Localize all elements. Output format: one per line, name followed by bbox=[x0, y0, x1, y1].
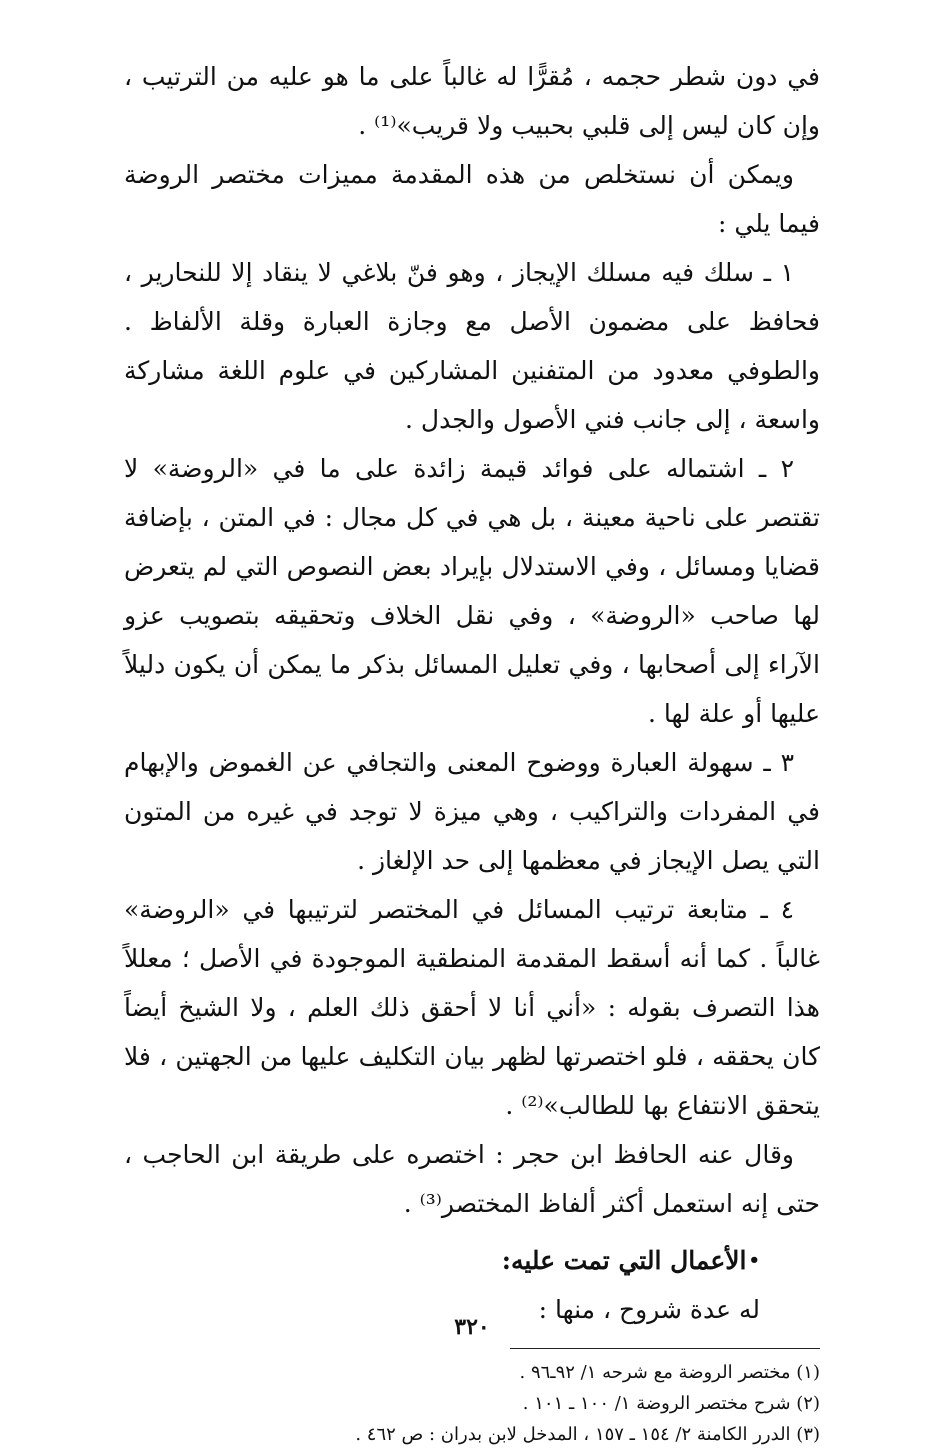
paragraph-features-intro: ويمكن أن نستخلص من هذه المقدمة مميزات مختصر الروضة فيما يلي : bbox=[124, 160, 820, 238]
paragraph-ibn-hajar: وقال عنه الحافظ ابن حجر : اختصره على طريقة ابن الحاجب ، حتى إنه استعمل أكثر ألفاظ المختصر⁽³⁾ . bbox=[124, 1140, 820, 1218]
footnote-3: (٣) الدرر الكامنة ٢/ ١٥٤ ـ ١٥٧ ، المدخل لابن بدران : ص ٤٦٢ . bbox=[355, 1424, 820, 1445]
footnotes bbox=[124, 1357, 820, 1450]
paragraph-feature-2: ٢ ـ اشتماله على فوائد قيمة زائدة على ما في «الروضة» لا تقتصر على ناحية معينة ، بل هي في كل مجال : في المتن ، بإضافة قضايا ومسائل ، وفي الاستدلال بإيراد بعض النصوص التي لم يتعرض لها صاحب «الروضة» ، وفي نقل الخلاف وتحقيقه بتصويب عزو الآراء إلى أصحابها ، وفي تعليل المسائل بذكر ما يمكن أن يكون دليلاً عليها أو علة لها . bbox=[124, 454, 820, 728]
bullet-icon: • bbox=[748, 1250, 760, 1271]
section-heading bbox=[124, 1236, 820, 1285]
footnote-2: (٢) شرح مختصر الروضة ١/ ١٠٠ ـ ١٠١ . bbox=[522, 1393, 820, 1414]
paragraph-feature-4: ٤ ـ متابعة ترتيب المسائل في المختصر لترتيبها في «الروضة» غالباً . كما أنه أسقط المقدمة المنطقية الموجودة في الأصل ؛ معللاً هذا التصرف بقوله : «أني أنا لا أحقق ذلك العلم ، ولا الشيخ أيضاً كان يحققه ، فلو اختصرتها لظهر بيان التكليف عليها من الجهتين ، فلا يتحقق الانتفاع بها للطالب»⁽²⁾ . bbox=[124, 895, 820, 1120]
footnote-1: (١) مختصر الروضة مع شرحه ١/ ٩٢ـ٩٦ . bbox=[519, 1362, 820, 1383]
paragraph-continuation: في دون شطر حجمه ، مُقرًّا له غالباً على ما هو عليه من الترتيب ، وإن كان ليس إلى قلبي بحبيب ولا قريب»⁽¹⁾ . bbox=[124, 62, 820, 140]
page-number: ٣٢٠ bbox=[454, 1314, 490, 1340]
footnote-divider bbox=[510, 1348, 820, 1349]
paragraph-feature-1: ١ ـ سلك فيه مسلك الإيجاز ، وهو فنّ بلاغي لا ينقاد إلا للنحارير ، فحافظ على مضمون الأصل مع وجازة العبارة وقلة الألفاظ . والطوفي معدود من المتفنين المشاركين في علوم اللغة مشاركة واسعة ، إلى جانب فني الأصول والجدل . bbox=[124, 258, 820, 434]
page-body bbox=[124, 52, 820, 1450]
section-intro: له عدة شروح ، منها : bbox=[538, 1295, 760, 1324]
section-heading-text: الأعمال التي تمت عليه: bbox=[501, 1246, 747, 1275]
paragraph-feature-3: ٣ ـ سهولة العبارة ووضوح المعنى والتجافي عن الغموض والإبهام في المفردات والتراكيب ، وهي ميزة لا توجد في غيره من المتون التي يصل الإيجاز في معظمها إلى حد الإلغاز . bbox=[124, 748, 820, 875]
